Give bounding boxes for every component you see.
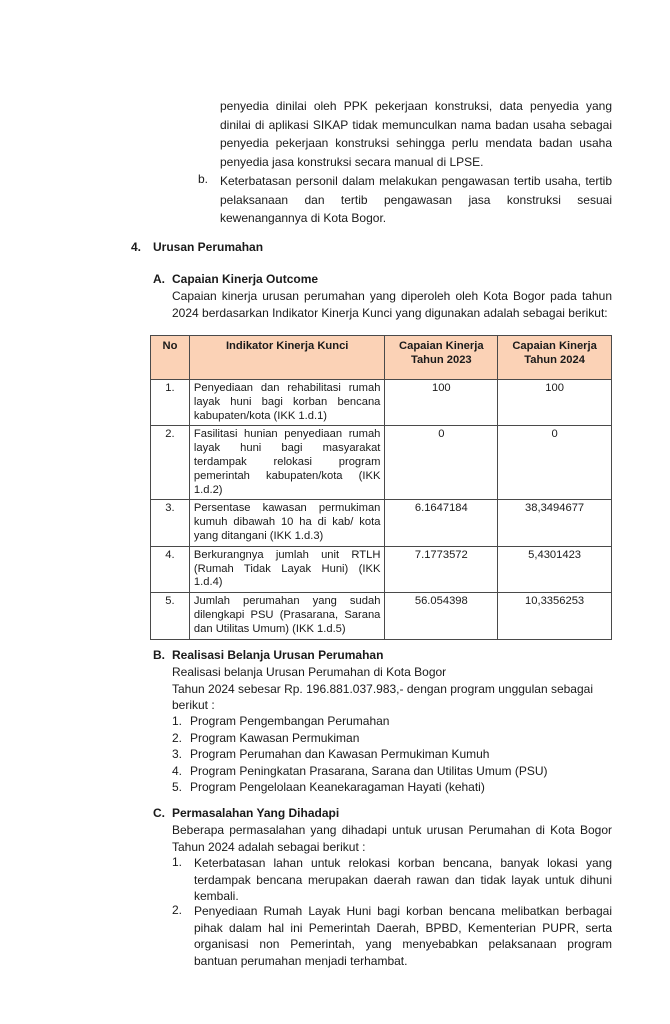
table-row	[151, 546, 612, 592]
cell-indicator: Penyediaan dan rehabilitasi rumah layak huni bagi korban bencana kabupaten/kota (IKK 1.d.1)	[189, 380, 385, 426]
kinerja-table	[150, 335, 612, 640]
list-text: Program Pengembangan Perumahan	[190, 714, 390, 728]
cell-2024: 10,3356253	[498, 593, 612, 639]
cell-2024: 5,4301423	[498, 546, 612, 592]
table-row	[151, 593, 612, 639]
header-indikator: Indikator Kinerja Kunci	[189, 336, 385, 380]
list-text: Program Pengelolaan Keanekaragaman Hayati (kehati)	[190, 780, 485, 794]
cell-2023: 0	[385, 426, 498, 500]
cell-no: 2.	[151, 426, 190, 500]
subsection-b-marker: B.	[153, 648, 165, 662]
cell-2024: 38,3494677	[498, 500, 612, 546]
list-text: Program Perumahan dan Kawasan Permukiman Kumuh	[190, 747, 490, 761]
list-number: 3.	[172, 747, 183, 761]
subsection-b-title: Realisasi Belanja Urusan Perumahan	[172, 648, 384, 662]
list-number: 2.	[172, 731, 183, 745]
cell-2023: 7.1773572	[385, 546, 498, 592]
list-number: 4.	[172, 764, 183, 778]
header-no: No	[151, 336, 190, 380]
problem-number: 2.	[172, 903, 183, 917]
subsection-c-intro: Beberapa permasalahan yang dihadapi untuk urusan Perumahan di Kota Bogor Tahun 2024 adalah sebagai berikut :	[172, 823, 612, 854]
cell-2024: 100	[498, 380, 612, 426]
cell-2023: 100	[385, 380, 498, 426]
cell-no: 4.	[151, 546, 190, 592]
list-item-b-text: Keterbatasan personil dalam melakukan pengawasan tertib usaha, tertib pelaksanaan dan tertib pengawasan jasa konstruksi sesuai kewenangannya di Kota Bogor.	[220, 174, 612, 226]
list-marker-b: b.	[198, 172, 209, 186]
table-row	[151, 426, 612, 500]
cell-indicator: Jumlah perumahan yang sudah dilengkapi PSU (Prasarana, Sarana dan Utilitas Umum) (IKK 1.d.5)	[189, 593, 385, 639]
header-tahun-2024: Capaian Kinerja Tahun 2024	[498, 336, 612, 380]
header-tahun-2023: Capaian Kinerja Tahun 2023	[385, 336, 498, 380]
cell-no: 1.	[151, 380, 190, 426]
problem-number: 1.	[172, 855, 183, 869]
subsection-b-line-3: berikut :	[172, 698, 215, 712]
subsection-a-marker: A.	[153, 272, 165, 286]
list-number: 5.	[172, 780, 183, 794]
table-row	[151, 500, 612, 546]
cell-indicator: Persentase kawasan permukiman kumuh dibawah 10 ha di kab/ kota yang ditangani (IKK 1.d.3)	[189, 500, 385, 546]
cell-2023: 56.054398	[385, 593, 498, 639]
table-header-row	[151, 336, 612, 380]
problem-text: Penyediaan Rumah Layak Huni bagi korban bencana melibatkan berbagai pihak dalam hal ini Pemerintah Daerah, BPBD, Kementerian PUPR, serta organisasi non Pemerintah, yang menyebabkan pelaksanaan program bantuan perumahan menjadi terhambat.	[194, 904, 612, 968]
cell-no: 3.	[151, 500, 190, 546]
subsection-a-title: Capaian Kinerja Outcome	[172, 272, 319, 286]
subsection-b-line-1: Realisasi belanja Urusan Perumahan di Kota Bogor	[172, 665, 447, 679]
list-text: Program Peningkatan Prasarana, Sarana dan Utilitas Umum (PSU)	[190, 764, 548, 778]
subsection-b-line-2: Tahun 2024 sebesar Rp. 196.881.037.983,- dengan program unggulan sebagai	[172, 682, 593, 696]
subsection-c-marker: C.	[153, 806, 165, 820]
list-text: Program Kawasan Permukiman	[190, 731, 360, 745]
section-number: 4.	[131, 240, 142, 254]
cell-indicator: Fasilitasi hunian penyediaan rumah layak huni bagi masyarakat terdampak relokasi program pemerintah kabupaten/kota (IKK 1.d.2)	[189, 426, 385, 500]
section-title: Urusan Perumahan	[153, 240, 264, 254]
intro-continuation-paragraph: penyedia dinilai oleh PPK pekerjaan konstruksi, data penyedia yang dinilai di aplikasi SIKAP tidak memunculkan nama badan usaha sebagai penyedia pekerjaan konstruksi sehingga perlu mendata badan usaha penyedia jasa konstruksi secara manual di LPSE.	[220, 99, 612, 169]
subsection-a-paragraph: Capaian kinerja urusan perumahan yang diperoleh oleh Kota Bogor pada tahun 2024 berdasarkan Indikator Kinerja Kunci yang digunakan adalah sebagai berikut:	[172, 289, 612, 320]
table-row	[151, 380, 612, 426]
subsection-c-title: Permasalahan Yang Dihadapi	[172, 806, 340, 820]
cell-2023: 6.1647184	[385, 500, 498, 546]
cell-no: 5.	[151, 593, 190, 639]
list-number: 1.	[172, 714, 183, 728]
cell-2024: 0	[498, 426, 612, 500]
cell-indicator: Berkurangnya jumlah unit RTLH (Rumah Tidak Layak Huni) (IKK 1.d.4)	[189, 546, 385, 592]
problem-text: Keterbatasan lahan untuk relokasi korban bencana, banyak lokasi yang terdampak bencana merupakan daerah rawan dan tidak layak untuk dihuni kembali.	[194, 856, 612, 903]
